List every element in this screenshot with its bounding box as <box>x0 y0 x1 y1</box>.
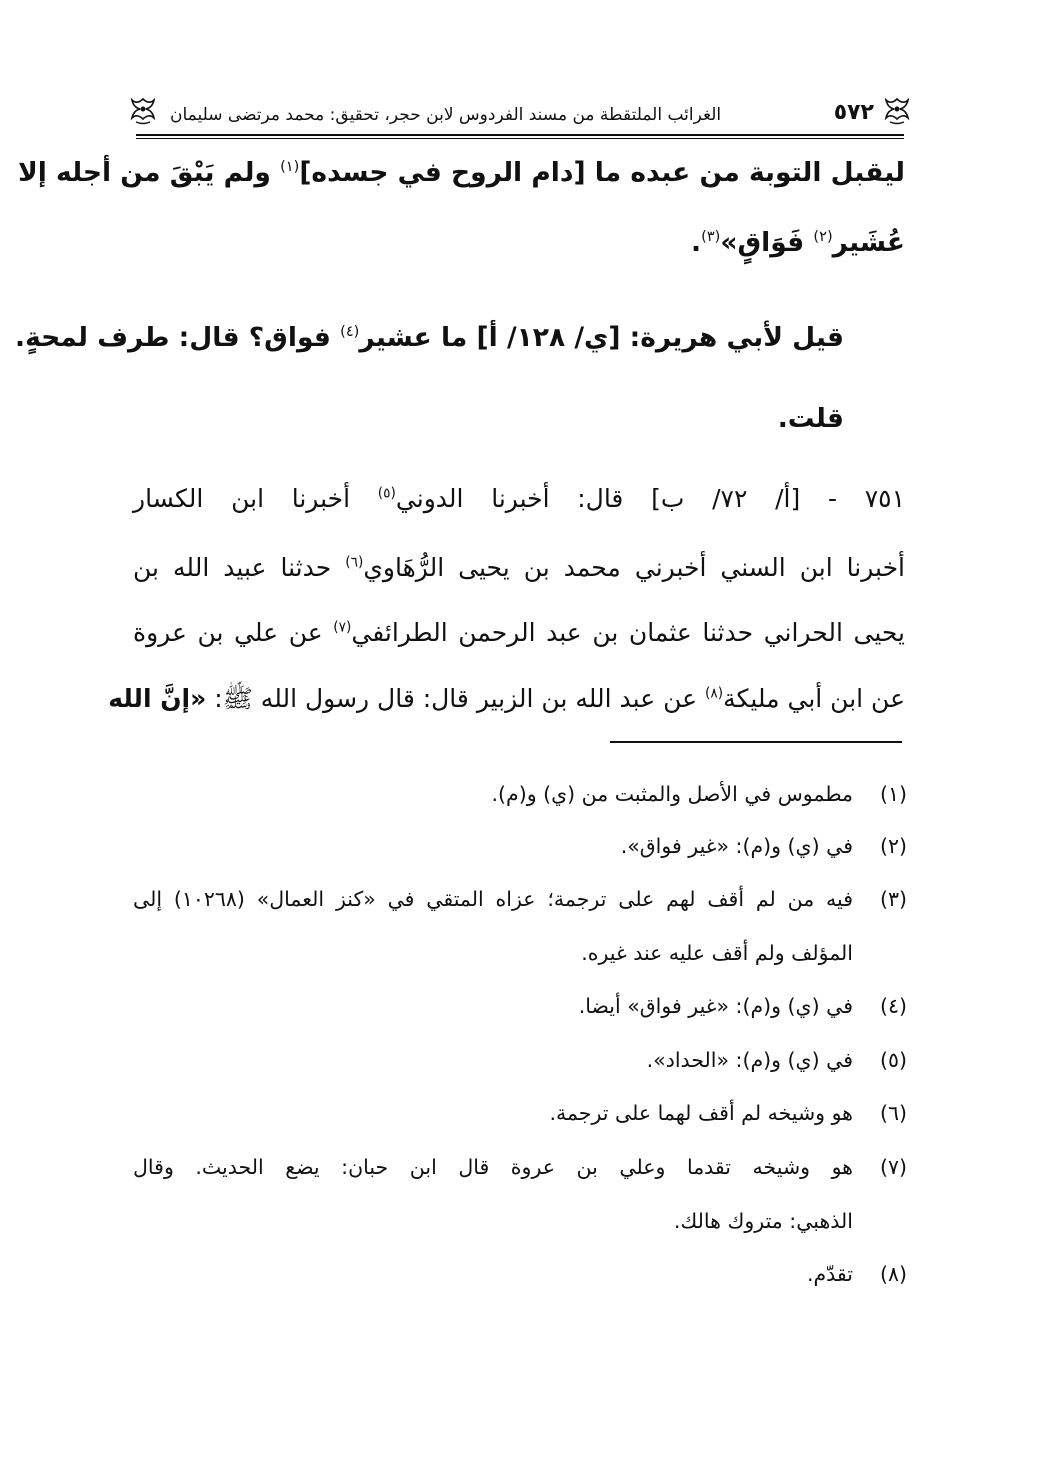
footnote-number: (٧) <box>879 1155 907 1179</box>
footnote-ref[interactable]: (٢) <box>813 228 833 246</box>
footnote-number: (٥) <box>879 1048 907 1072</box>
body-line-4 <box>777 403 844 434</box>
body-line-2 <box>133 227 905 258</box>
footnote-ref[interactable]: (٦) <box>345 554 364 571</box>
body-line-1 <box>17 157 905 188</box>
body-text: يحيى الحراني حدثنا عثمان بن عبد الرحمن الطرائفي <box>351 618 906 647</box>
footnote-number: (٢) <box>879 834 907 858</box>
footnote-separator <box>610 741 902 743</box>
body-text: أخبرنا ابن السني أخبرني محمد بن يحيى الرُّهَاوي <box>363 553 905 582</box>
floral-ornament-icon <box>128 96 158 126</box>
footnote-text: فيه من لم أقف لهم على ترجمة؛ عزاه المتقي في «كنز العمال» (١٠٢٦٨) إلى <box>133 887 853 911</box>
footnote-number: (١) <box>879 782 907 806</box>
running-title: الغرائب الملتقطة من مسند الفردوس لابن حجر، تحقيق: محمد مرتضى سليمان <box>170 105 722 125</box>
body-text: عن عبد الله بن الزبير قال: قال رسول الله ﷺ: <box>206 684 705 713</box>
footnote-ref[interactable]: (٤) <box>340 323 360 341</box>
footnote-ref[interactable]: (٨) <box>704 685 724 702</box>
body-line-8 <box>108 684 905 713</box>
body-text: ولم يَبْقَ من أجله إلا <box>17 157 281 188</box>
footnote-text-continued: الذهبي: متروك هالك. <box>673 1209 853 1233</box>
body-line-7 <box>133 620 905 645</box>
floral-ornament-icon <box>882 96 912 126</box>
header-rule <box>136 134 904 136</box>
body-text: أخبرنا ابن الكسار <box>133 484 378 513</box>
footnote-text: في (ي) و(م): «الحداد». <box>646 1048 853 1072</box>
footnote-text: في (ي) و(م): «غير فواق». <box>620 834 853 858</box>
header-rule-thin <box>136 138 904 139</box>
body-text: عن ابن أبي مليكة <box>723 684 905 713</box>
body-text: عن علي بن عروة <box>133 618 334 647</box>
running-header <box>130 92 910 140</box>
footnote-text: تقدّم. <box>806 1262 853 1286</box>
footnote-number: (٤) <box>879 994 907 1018</box>
footnote-number: (٣) <box>879 887 907 911</box>
footnote-text: في (ي) و(م): «غير فواق» أيضا. <box>578 994 853 1018</box>
footnote-text: هو وشيخه تقدما وعلي بن عروة قال ابن حبان: يضع الحديث. وقال <box>133 1155 853 1179</box>
footnote-number: (٨) <box>879 1262 907 1286</box>
body-text: قيل لأبي هريرة: [ي/ ١٢٨/ أ] ما عشير <box>359 322 844 353</box>
footnote-text-continued: المؤلف ولم أقف عليه عند غيره. <box>581 941 853 965</box>
body-line-3 <box>15 322 844 353</box>
footnote-number: (٦) <box>879 1101 907 1125</box>
footnote-text: هو وشيخه لم أقف لهما على ترجمة. <box>549 1101 853 1125</box>
body-text: فواق؟ قال: طرف لمحةٍ. <box>15 322 341 353</box>
footnote-ref[interactable]: (٣) <box>701 228 721 246</box>
footnote-text: مطموس في الأصل والمثبت من (ي) و(م). <box>491 782 853 806</box>
hadith-quote-start: «إنَّ الله <box>108 684 207 713</box>
body-text: قلت. <box>777 403 844 434</box>
body-text: ليقبل التوبة من عبده ما [دام الروح في جسده] <box>299 157 905 188</box>
footnote-ref[interactable]: (١) <box>280 158 300 176</box>
footnote-ref[interactable]: (٥) <box>377 485 396 502</box>
body-line-6 <box>133 555 905 580</box>
body-text: عُشَير <box>832 227 905 258</box>
page-number: ٥٧٢ <box>833 100 874 125</box>
body-text: حدثنا عبيد الله بن <box>133 553 346 582</box>
body-text: . <box>691 227 702 258</box>
footnote-ref[interactable]: (٧) <box>333 619 352 636</box>
hadith-number-text: ٧٥١ - [أ/ ٧٢/ ب] قال: أخبرنا الدوني <box>395 484 906 513</box>
body-line-5 <box>133 486 905 511</box>
body-text: فَوَاقٍ» <box>720 227 814 258</box>
